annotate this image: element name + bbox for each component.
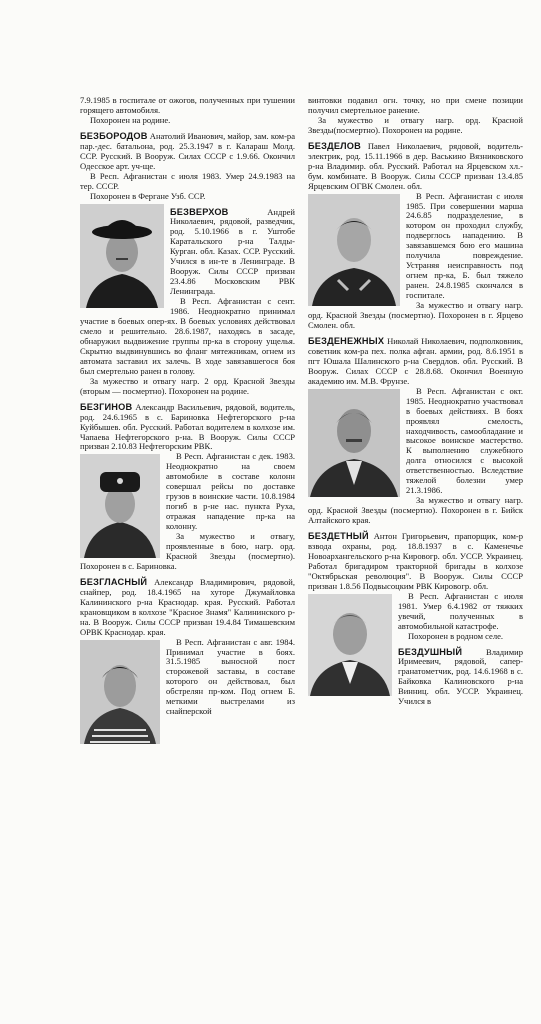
entry-service: В Респ. Афганистан с июля 1985. При совершении марша 24.6.85 подразделение, в котором он проходил службу, подверглось нападению. В завязавшемся бою его машина получила повреждение. Устраняя неисправность под огнем пр-ка, Б. был тяжело ранен. 24.8.1985 скончался в госпитале.	[406, 190, 523, 301]
entry-service: В Респ. Афганистан с авг. 1984. Принимал участие в боях. 31.5.1985 выносной пост сторожевой заставы, в составе которого он действовал, был обстрелян пр-ком. Под огнем Б. меткими выстрелами из снайперской	[166, 636, 295, 717]
entry-bio: Анатолий Иванович, майор, зам. ком-ра пар.-дес. батальона, род. 25.3.1947 в г. Калараш Молд. ССР. Русский. В Вооруж. Силах СССР с 1.9.66. Окончил Одесское арт. уч-ще.	[80, 130, 296, 171]
entry-name: БЕЗГЛАСНЫЙ	[80, 576, 148, 587]
entry-bio: Николай Николаевич, подполковник, советник ком-ра пех. полка афган. армии, род. 8.6.1951 в пгт Юшала Шалинского р-на Свердлов. обл. Русский. В Вооруж. Силах СССР с 28.8.68. Окончил Военную академию им. М.В. Фрунзе.	[308, 335, 523, 386]
entry-service: В Респ. Афганистан с окт. 1985. Неоднократно участвовал в боевых действиях. В боях проявлял смелость, находчивость, самообладание и высокое воинское мастерство. К выполнению служебного долга относился с высокой ответственностью. Вследствие тяжелой болезни умер 21.3.1986.	[406, 385, 523, 496]
continuation-awards: За мужество и отвагу нагр. орд. Красной Звезды(посмертно). Похоронен на родине.	[308, 114, 523, 135]
portrait-photo	[308, 594, 392, 696]
entry-name: БЕЗБОРОДОВ	[80, 130, 148, 141]
entry-name: БЕЗДЕЛОВ	[308, 140, 361, 151]
entry-bio: Александр Владимирович, рядовой, снайпер, род. 18.4.1965 на хуторе Джумайловка Калининского р-на Краснодар. края. Русский. Работал крановщиком в колхозе "Красное Знамя" Калининского р-на. В Вооруж. Силы СССР призван 19.4.84 Тимашевским ОРВК Краснодар. края.	[80, 576, 295, 637]
portrait-photo	[80, 204, 164, 308]
entry-name: БЕЗВЕРХОВ	[170, 206, 229, 217]
right-column	[308, 96, 523, 707]
portrait-photo	[80, 454, 160, 558]
entry-name: БЕЗДУШНЫЙ	[398, 646, 463, 657]
entry-bezglasny	[80, 578, 295, 638]
entry-burial: Похоронен в Фергане Узб. ССР.	[90, 190, 206, 201]
entry-awards: За мужество и отвагу нагр. орд. Красной Звезды (посмертно). Похоронен в г. Ярцево Смолен. обл.	[308, 300, 523, 330]
entry-awards: За мужество и отвагу, проявленные в бою, нагр. орд. Красной Звезды (посмертно). Похоронен в с. Бариновка.	[80, 531, 295, 571]
left-column	[80, 96, 295, 746]
continuation-text: винтовки подавил огн. точку, но при смене позиции получил смертельное ранение.	[308, 95, 523, 115]
entry-bezborodov	[80, 132, 295, 172]
entry-burial: Похоронен в родном селе.	[408, 630, 504, 641]
continuation-text: 7.9.1985 в госпитале от ожогов, полученных при тушении горящего автомобиля.	[80, 95, 295, 115]
entry-bio: Владимир Иримеевич, рядовой, сапер-гранатометчик, род. 14.6.1968 в с. Байковка Калиновского р-на Винниц. обл. УССР. Украинец. Учился в	[398, 646, 523, 707]
entry-bezdenezhnykh	[308, 337, 523, 387]
entry-service: В Респ. Афганистан с июля 1983. Умер 24.9.1983 на тер. СССР.	[80, 170, 295, 191]
entry-bio: Антон Григорьевич, прапорщик, ком-р взвода охраны, род. 18.8.1937 в с. Каменечье Новоархангельского р-на Кировогр. обл. УССР. Украинец. Работал бригадиром тракторной бригады в колхозе "Октябрьская революция". В Вооруж. Силы СССР призван 1.8.56 Подвысоцким РВК Кировогр. обл.	[308, 531, 523, 591]
entry-name: БЕЗДЕНЕЖНЫХ	[308, 335, 385, 346]
entry-service: В Респ. Афганистан с сент. 1986. Неоднократно принимал участие в боевых опер-ях. В боевых условиях действовал смело и решительно. 28.6.1987, находясь в засаде, обнаружил выдвижение группы пр-ка в сторону ущелья. Скрытно выдвинувшись во фланг мятежникам, огнем из автомата заставил их залечь. В ходе завязавшегося боя был смертельно ранен в голову.	[80, 296, 295, 376]
entry-bio: Александр Васильевич, рядовой, водитель, род. 24.6.1965 в с. Бариновка Нефтегорского р-на Куйбышев. обл. Русский. Работал водителем в колхозе им. Чапаева Нефтегорского р-на. В Вооруж. Силы СССР призван 2.10.83 Нефтегорским РВК.	[80, 401, 296, 452]
portrait-photo	[308, 389, 400, 497]
entry-bezginov	[80, 403, 295, 453]
entry-bio: Павел Николаевич, рядовой, водитель-электрик, род. 15.11.1966 в дер. Васькино Вязниковского р-на Владимир. обл. Русский. Работал на Ярцевском хл.-бум. комбинате. В Вооруж. Силы СССР призван 13.4.85 Ярцевским ОГВК Смолен. обл.	[308, 140, 523, 191]
continuation-burial: Похоронен на родине.	[90, 114, 171, 125]
entry-bezdetny	[308, 532, 523, 592]
entry-service: В Респ. Афганистан с дек. 1983. Неоднократно на своем автомобиле в составе колонн совершал рейсы по доставке грузов в воинские части. 10.8.1984 погиб в р-не нас. пункта Руха, отражая нападение пр-ка на колонну.	[166, 451, 295, 532]
entry-awards: За мужество и отвагу нагр. орд. Красной Звезды (посмертно). Похоронен в г. Бийск Алтайского края.	[308, 495, 523, 526]
entry-service: В Респ. Афганистан с июля 1981. Умер 6.4.1982 от тяжких увечий, полученных в автомобильной катастрофе.	[398, 590, 523, 631]
entry-name: БЕЗДЕТНЫЙ	[308, 531, 369, 542]
entry-bio: Андрей Николаевич, рядовой, разведчик, род. 5.10.1966 в г. Уштобе Каратальского р-на Талды-Курган. обл. Казах. ССР. Русский. Учился в ин-те в Ленинграде. В Вооруж. Силы СССР призван 23.4.86 Московским РВК Ленинграда.	[170, 206, 295, 297]
portrait-photo	[308, 194, 400, 306]
entry-bezdelov	[308, 142, 523, 192]
entry-name: БЕЗГИНОВ	[80, 401, 133, 412]
entry-awards: За мужество и отвагу нагр. 2 орд. Красной Звезды (вторым — посмертно). Похоронен на родине.	[80, 375, 295, 396]
portrait-photo	[80, 640, 160, 744]
